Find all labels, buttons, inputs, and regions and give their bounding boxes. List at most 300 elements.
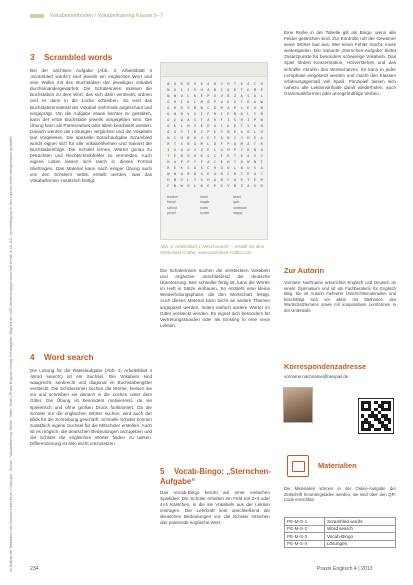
word-search-letter: K xyxy=(227,124,230,128)
word-search-letter: M xyxy=(253,88,257,92)
material-code: PE-M-S-3 xyxy=(285,533,325,541)
word-search-letter: D xyxy=(247,130,250,134)
word-search-letter: Z xyxy=(240,184,243,188)
word-search-letter: E xyxy=(200,124,203,128)
word-search-letter: E xyxy=(207,184,210,188)
word-search-letter: N xyxy=(167,94,170,98)
word-search-letter: O xyxy=(173,82,177,86)
word-search-letter: T xyxy=(187,130,190,134)
section-number: 3 xyxy=(30,53,35,62)
word-search-letter: T xyxy=(247,178,250,182)
word-search-letter: S xyxy=(247,124,250,128)
word-search-letter: S xyxy=(253,106,257,110)
word-search-letter: L xyxy=(180,88,183,92)
word-search-letter: X xyxy=(200,136,203,140)
word-search-letter: E xyxy=(207,172,210,176)
word-search-word-list xyxy=(167,195,263,217)
word-search-letter: A xyxy=(207,160,210,164)
section-title-text: Word search xyxy=(44,353,94,362)
word-search-letter: L xyxy=(193,100,197,104)
word-search-letter: H xyxy=(173,100,177,104)
word-search-letter: C xyxy=(220,82,223,86)
word-search-letter: A xyxy=(260,166,263,170)
word-search-letter: N xyxy=(167,136,170,140)
word-search-letter: E xyxy=(207,148,210,152)
side-strip xyxy=(0,0,22,585)
word-search-letter: M xyxy=(187,124,190,128)
word-search-letter: E xyxy=(253,178,257,182)
paragraph: Die Schülerinnen suchen die versteckten Vokabeln und ergänzen anschließend die deutsche Übersetzung. Wer schneller fertig ist, kann die Wörter im Heft in Sätze einbauen. So entsteht eine kleine Wiederholungsphase, die den Wortschatz festigt. Auch dieses Material kann leicht an andere Themen angepasst werden, indem einfach andere Wörter im Gitter versteckt werden. Es eignet sich besonders für Vertretungsstunden oder als Einstieg in eine neue Lektion. xyxy=(160,268,270,328)
word-search-letter: Z xyxy=(260,154,263,158)
word-search-letter: O xyxy=(207,100,210,104)
word-search-letter: M xyxy=(220,106,223,110)
word-search-letter: W xyxy=(260,100,263,104)
word-search-letter: T xyxy=(167,154,170,158)
word-search-letter: O xyxy=(180,172,183,176)
column-1-bottom-text xyxy=(30,368,152,556)
materials-icon xyxy=(287,455,309,477)
word-search-letter: S xyxy=(180,142,183,146)
word-search-letter: O xyxy=(213,124,217,128)
word-search-letter: S xyxy=(193,82,197,86)
word-search-letter: A xyxy=(253,100,257,104)
word-search-letter: D xyxy=(213,142,217,146)
word-search-letter: S xyxy=(253,166,257,170)
paragraph: Bei der nächsten Aufgabe (Abb. 3, Arbeitsblatt 3 ‚Scrambled words‘) sind jeweils ein englisches Wort und eine Wolke mit den Buchstaben der jeweiligen Vokabel durcheinandergewürfelt. Die Schülerinnen müssen die Buchstaben zu dem Wort, das sich darin versteckt, ordnen und es dann in die Lücke schreiben. So wird das Buchstabenmaterial der Vokabel mehrmals angeschaut und eingeprägt. Um die Aufgabe etwas leichter zu gestalten, kann der erste Buchstabe jeweils vorgegeben sein. Die Übung kann als Partnerarbeit oder allein bearbeitet werden. Danach werden die Lösungen verglichen und die Vokabeln laut vorgelesen. Die spezielle Sprachaufgabe Scrambled words eignet sich für alle Vokabelthemen und trainiert die Buchstabenfolge. Die Schüler lernen, Wörter genau zu betrachten und Rechtschreibfehler zu vermeiden. Auch eigene Listen lassen sich rasch in dieses Format übertragen. Das Material kann nach einiger Übung auch von den Schülern selbst erstellt werden, was das Vokabellernen zusätzlich festigt. xyxy=(30,68,152,183)
word-search-letter: O xyxy=(240,160,243,164)
section-title-vocab-bingo xyxy=(160,467,272,486)
word-search-letter: B xyxy=(187,142,190,146)
word-search-letter: A xyxy=(247,154,250,158)
section-title-text: Korrespondenzadresse xyxy=(284,362,367,371)
word-search-letter: R xyxy=(180,82,183,86)
word-search-letter: Z xyxy=(233,94,237,98)
word-search-letter: U xyxy=(220,148,223,152)
word-search-letter: C xyxy=(213,160,217,164)
paragraph: Die Materialien können in der Online-Ausgabe der Zeitschrift heruntergeladen werden, sie sind über den QR-Code erreichbar. xyxy=(284,486,396,503)
section-title-text: Zur Autorin xyxy=(284,266,324,275)
word-search-letter: D xyxy=(240,112,243,116)
word-search-letter: G xyxy=(173,88,177,92)
word-search-letter: V xyxy=(220,94,223,98)
word-search-letter: B xyxy=(227,130,230,134)
word-search-letter: L xyxy=(260,94,263,98)
word-search-word: school xyxy=(167,205,177,210)
table-row xyxy=(285,518,396,526)
word-search-letter: I xyxy=(180,100,183,104)
word-search-word: quiz xyxy=(233,200,240,205)
word-search-letter: D xyxy=(260,184,263,188)
word-search-letter: Q xyxy=(233,142,237,146)
word-search-letter: U xyxy=(260,130,263,134)
word-search-letter: E xyxy=(173,166,177,170)
word-search-letter: R xyxy=(240,178,243,182)
word-search-letter: E xyxy=(240,82,243,86)
word-search-letter: R xyxy=(167,166,170,170)
email-link[interactable]: vorname.nachname@beispiel.de xyxy=(284,374,349,379)
table-row xyxy=(285,525,396,533)
word-search-letter: O xyxy=(167,130,170,134)
word-search-letter: P xyxy=(233,148,237,152)
word-search-letter: D xyxy=(213,106,217,110)
column-1-text xyxy=(30,68,152,336)
word-search-letter: R xyxy=(233,88,237,92)
word-search-letter: M xyxy=(200,100,203,104)
word-search-letter: C xyxy=(220,88,223,92)
materials-table xyxy=(284,517,396,548)
section-title-address xyxy=(284,362,366,372)
word-search-letter: L xyxy=(213,148,217,152)
word-search-letter: F xyxy=(220,118,223,122)
section-title-text: Vocab-Bingo: „Sternchen-Aufgabe“ xyxy=(160,467,271,486)
word-search-letter: T xyxy=(233,154,237,158)
word-search-letter: S xyxy=(193,112,197,116)
word-search-word: pencil xyxy=(167,211,176,216)
word-search-letter: R xyxy=(227,154,230,158)
material-code: PE-M-S-1 xyxy=(285,518,325,526)
word-search-letter: T xyxy=(240,100,243,104)
word-search-letter: T xyxy=(200,118,203,122)
word-search-letter: O xyxy=(227,166,230,170)
word-search-letter: Q xyxy=(233,178,237,182)
word-search-letter: S xyxy=(247,94,250,98)
section-number: 5 xyxy=(160,467,165,476)
word-search-letter: W xyxy=(180,184,183,188)
section-number: 4 xyxy=(30,353,35,362)
word-search-letter: D xyxy=(253,94,257,98)
word-search-letter: H xyxy=(180,136,183,140)
word-search-letter: E xyxy=(247,88,250,92)
section-title-word-search xyxy=(30,353,93,363)
word-search-letter: I xyxy=(187,88,190,92)
word-search-letter: P xyxy=(213,100,217,104)
word-search-letter: L xyxy=(233,166,237,170)
address-text xyxy=(284,374,396,382)
word-search-letter: T xyxy=(173,142,177,146)
word-search-letter: T xyxy=(240,124,243,128)
paragraph: Vorname Nachname unterrichtet Englisch und Deutsch an einem Gymnasium und ist als Fachberaterin für Englisch tätig. Sie ist Autorin mehrerer Unterrichtsmaterialien und beschäftigt sich vor allem mit Methoden des Wortschatzlernens sowie mit kooperativen Lernformen in der Unterstufe. xyxy=(284,280,396,313)
word-search-letter: S xyxy=(200,178,203,182)
word-search-letter: V xyxy=(187,112,190,116)
word-search-letter: O xyxy=(167,106,170,110)
word-search-letter: A xyxy=(213,178,217,182)
word-search-letter: R xyxy=(173,106,177,110)
word-search-letter: E xyxy=(173,154,177,158)
word-search-letter: B xyxy=(193,106,197,110)
word-search-letter: R xyxy=(180,112,183,116)
word-search-word: maple xyxy=(200,200,210,205)
word-search-word: lunch xyxy=(200,195,209,199)
word-search-letter: G xyxy=(173,118,177,122)
word-search-letter: N xyxy=(227,136,230,140)
word-search-letter: L xyxy=(187,178,190,182)
word-search-letter: P xyxy=(253,118,257,122)
word-search-letter: Q xyxy=(180,148,183,152)
word-search-letter: D xyxy=(187,82,190,86)
word-search-letter: K xyxy=(200,154,203,158)
word-search-word: heart xyxy=(233,195,241,199)
word-search-figure xyxy=(160,62,268,240)
header-text: Vokabelmethoden / Vokabeltraining Klasse 5–7 xyxy=(50,13,163,19)
section-title-materials xyxy=(318,461,357,471)
word-search-letter: S xyxy=(207,154,210,158)
word-search-letter: E xyxy=(213,130,217,134)
word-search-letter: M xyxy=(260,178,263,182)
figure-caption: Abb. 4: Arbeitsblatt 4 „Word search“ – erstellt mit dem Worksheet Crafter, www.worksheet-crafter.com xyxy=(160,244,265,255)
word-search-letter: T xyxy=(240,172,243,176)
material-label: Scrambled words xyxy=(325,518,396,526)
word-search-word: teacher xyxy=(167,195,179,199)
word-search-letter: E xyxy=(247,172,250,176)
word-search-letter: Q xyxy=(180,118,183,122)
word-search-letter: R xyxy=(213,118,217,122)
word-search-letter: S xyxy=(193,118,197,122)
word-search-letter: A xyxy=(260,136,263,140)
materials-intro xyxy=(284,486,396,512)
word-search-letter: P xyxy=(227,142,230,146)
word-search-letter: B xyxy=(180,154,183,158)
word-search-letter: O xyxy=(180,94,183,98)
column-2-bottom-text xyxy=(160,490,270,558)
paragraph: Das Vocab-Bingo beruht auf einer einfachen Spielidee: Die Schüler erhalten ein Feld mit 3×3 oder 4×4 Kästchen, in die sie Vokabeln aus der Lektion eintragen. Die Lehrkraft liest anschließend die deutschen Bedeutungen vor, die Schüler streichen das passende englische Wort. xyxy=(160,490,270,526)
word-search-letter: E xyxy=(227,100,230,104)
word-search-letter: W xyxy=(173,172,177,176)
word-search-letter: N xyxy=(253,148,257,152)
word-search-letter: S xyxy=(180,130,183,134)
word-search-letter: A xyxy=(253,172,257,176)
word-search-letter: V xyxy=(253,154,257,158)
word-search-letter: A xyxy=(173,160,177,164)
word-search-letter: D xyxy=(193,172,197,176)
word-search-letter: K xyxy=(253,124,257,128)
word-search-letter: A xyxy=(207,118,210,122)
word-search-letter: A xyxy=(247,142,250,146)
word-search-letter: I xyxy=(247,118,250,122)
word-search-letter: K xyxy=(193,94,197,98)
word-search-letter: E xyxy=(200,94,203,98)
word-search-letter: K xyxy=(200,184,203,188)
word-search-letter: O xyxy=(193,154,197,158)
word-search-letter: L xyxy=(207,142,210,146)
word-search-letter: K xyxy=(187,100,190,104)
word-search-letter: B xyxy=(227,94,230,98)
word-search-letter: H xyxy=(200,88,203,92)
word-search-letter: C xyxy=(227,172,230,176)
word-search-letter: N xyxy=(173,184,177,188)
word-search-letter: A xyxy=(240,94,243,98)
word-search-letter: F xyxy=(200,160,203,164)
word-search-letter: H xyxy=(260,124,263,128)
word-search-letter: R xyxy=(260,142,263,146)
word-search-letter: S xyxy=(187,166,190,170)
word-search-letter: A xyxy=(213,172,217,176)
word-search-letter: S xyxy=(193,88,197,92)
word-search-letter: Y xyxy=(253,112,257,116)
word-search-letter: C xyxy=(227,178,230,182)
qr-module xyxy=(388,428,391,431)
word-search-letter: F xyxy=(220,142,223,146)
word-search-letter: N xyxy=(253,160,257,164)
word-search-letter: C xyxy=(220,124,223,128)
word-search-word: snow xyxy=(200,205,208,210)
column-3-text xyxy=(284,30,396,260)
word-search-letter: E xyxy=(233,130,237,134)
word-search-letter: C xyxy=(173,136,177,140)
word-search-letter: T xyxy=(233,82,237,86)
word-search-letter: L xyxy=(180,124,183,128)
section-title-author xyxy=(284,266,324,276)
word-search-letter: O xyxy=(193,142,197,146)
word-search-letter: O xyxy=(167,118,170,122)
word-search-letter: E xyxy=(220,160,223,164)
word-search-letter: F xyxy=(207,112,210,116)
material-label: Word search xyxy=(325,525,396,533)
page-number: 234 xyxy=(30,566,39,572)
material-label: Vocab-Bingo xyxy=(325,533,396,541)
author-bio xyxy=(284,280,396,336)
word-search-letter: P xyxy=(233,106,237,110)
worksheet-header xyxy=(161,63,267,77)
word-search-letter: B xyxy=(240,166,243,170)
side-copyright-text: Im Auftrag der Redaktion hat Vorname Nachname | Copyright · Schule · Vokabeltraining: Wörter, Sätze, Texte | Praxis Englisch-Verlag, Herausgeber, Mitglied der VdG-Verwertungsgemeinschaft GmbH & Co. KG, Vervielfältigung für den eigenen Unterrichtsgebrauch gestattet. xyxy=(9,136,13,572)
word-search-letter: O xyxy=(220,166,223,170)
word-search-letter: N xyxy=(167,88,170,92)
word-search-letter: W xyxy=(247,160,250,164)
word-search-letter: H xyxy=(233,172,237,176)
word-search-letter: X xyxy=(220,184,223,188)
word-search-letter: C xyxy=(207,166,210,170)
word-search-letter: P xyxy=(187,160,190,164)
word-search-letter: C xyxy=(213,154,217,158)
word-search-letter: R xyxy=(247,100,250,104)
material-code: PE-M-S-4 xyxy=(285,540,325,548)
section-title-text: Scrambled words xyxy=(44,53,113,62)
word-search-letter: V xyxy=(193,124,197,128)
word-search-letter: I xyxy=(220,112,223,116)
word-search-letter: N xyxy=(260,118,263,122)
word-search-letter: Y xyxy=(240,148,243,152)
word-search-letter: Z xyxy=(200,148,203,152)
word-search-letter: F xyxy=(213,136,217,140)
word-search-letter: G xyxy=(167,100,170,104)
word-search-letter: O xyxy=(167,112,170,116)
word-search-letter: L xyxy=(253,130,257,134)
word-search-letter: I xyxy=(200,130,203,134)
table-row xyxy=(285,540,396,548)
paragraph: Die Lösung für die Rätselaufgabe (Abb. 4, Arbeitsblatt 4 ‚Word search‘) ist ein Suchsel. Die Vokabeln sind waagrecht, senkrecht und diagonal im Buchstabengitter versteckt. Die Schülerinnen suchen die Wörter, kreisen sie ein und schreiben sie danach in die Lücken unter dem Gitter. Die Übung ist besonders motivierend, da sie spielerisch und ohne großen Druck funktioniert. Da die Schüler nur die englischen Wörter suchen, wird auch der Blick für die Schreibung geschärft. Schnelle Schüler können zusätzlich eigene Suchsel für die Mitschüler erstellen. Auch ist es möglich, die deutschen Bedeutungen anzugeben und die Schüler die englischen Wörter finden zu lassen. Differenzierung ist also leicht umzusetzen. xyxy=(30,368,152,447)
word-search-letter: I xyxy=(193,148,197,152)
word-search-letter: X xyxy=(173,148,177,152)
word-search-letter: O xyxy=(260,148,263,152)
word-search-letter: C xyxy=(207,106,210,110)
word-search-letter: A xyxy=(207,88,210,92)
word-search-letter: S xyxy=(200,172,203,176)
qr-code[interactable] xyxy=(358,398,394,434)
header-mark xyxy=(30,14,44,18)
word-search-letter: T xyxy=(253,142,257,146)
word-search-letter: L xyxy=(240,106,243,110)
word-search-letter: W xyxy=(173,112,177,116)
word-search-letter: S xyxy=(233,118,237,122)
word-search-letter: V xyxy=(227,184,230,188)
section-title-scrambled-words xyxy=(30,53,112,63)
word-search-letter: M xyxy=(240,142,243,146)
word-search-letter: Q xyxy=(227,88,230,92)
word-search-letter: L xyxy=(193,184,197,188)
word-search-letter: B xyxy=(260,112,263,116)
word-search-letter: B xyxy=(187,136,190,140)
column-2-text xyxy=(160,268,270,500)
word-search-letter: S xyxy=(187,106,190,110)
table-row xyxy=(285,533,396,541)
word-search-letter: H xyxy=(227,82,230,86)
word-search-letter: F xyxy=(260,88,263,92)
word-search-letter: I xyxy=(200,112,203,116)
word-search-letter: I xyxy=(227,118,230,122)
word-search-letter: R xyxy=(167,142,170,146)
word-search-letter: J xyxy=(240,136,243,140)
word-search-letter: O xyxy=(193,136,197,140)
word-search-letter: R xyxy=(187,172,190,176)
word-search-letter: X xyxy=(233,100,237,104)
word-search-letter: R xyxy=(220,172,223,176)
word-search-letter: A xyxy=(240,130,243,134)
word-search-letter: E xyxy=(200,82,203,86)
journal-issue: Praxis Englisch 4 | 2013 xyxy=(317,566,373,572)
word-search-letter: P xyxy=(207,130,210,134)
word-search-letter: O xyxy=(193,166,197,170)
word-search-letter: K xyxy=(173,124,177,128)
section-title-text: Materialien xyxy=(318,461,357,470)
word-search-letter: N xyxy=(173,178,177,182)
word-search-letter: T xyxy=(260,160,263,164)
word-search-letter: Y xyxy=(193,160,197,164)
word-search-letter: U xyxy=(220,100,223,104)
word-search-letter: A xyxy=(207,82,210,86)
word-search-letter: I xyxy=(167,148,170,152)
word-search-word: notebook xyxy=(233,205,247,210)
word-search-letter: C xyxy=(260,172,263,176)
word-search-letter: N xyxy=(233,112,237,116)
word-search-letter: T xyxy=(233,160,237,164)
word-search-letter: R xyxy=(247,148,250,152)
word-search-letter: B xyxy=(220,178,223,182)
word-search-letter: O xyxy=(167,124,170,128)
word-search-letter: N xyxy=(260,106,263,110)
word-search-letter: G xyxy=(180,178,183,182)
word-search-letter: H xyxy=(260,82,263,86)
word-search-letter: A xyxy=(247,184,250,188)
material-label: Lösungen xyxy=(325,540,396,548)
word-search-letter: D xyxy=(180,106,183,110)
word-search-letter: S xyxy=(253,184,257,188)
word-search-letter: E xyxy=(240,154,243,158)
word-search-letter: A xyxy=(227,106,230,110)
word-search-letter: H xyxy=(247,136,250,140)
word-search-letter: L xyxy=(247,112,250,116)
word-search-letter: S xyxy=(220,130,223,134)
word-search-letter: I xyxy=(193,178,197,182)
word-search-letter: O xyxy=(187,154,190,158)
word-search-letter: E xyxy=(253,136,257,140)
word-search-word: friend xyxy=(167,200,176,205)
material-code: PE-M-S-2 xyxy=(285,525,325,533)
word-search-letter: S xyxy=(200,166,203,170)
word-search-letter: P xyxy=(207,94,210,98)
word-search-letter: M xyxy=(227,148,230,152)
word-search-letter: U xyxy=(187,148,190,152)
word-search-letter: B xyxy=(213,88,217,92)
